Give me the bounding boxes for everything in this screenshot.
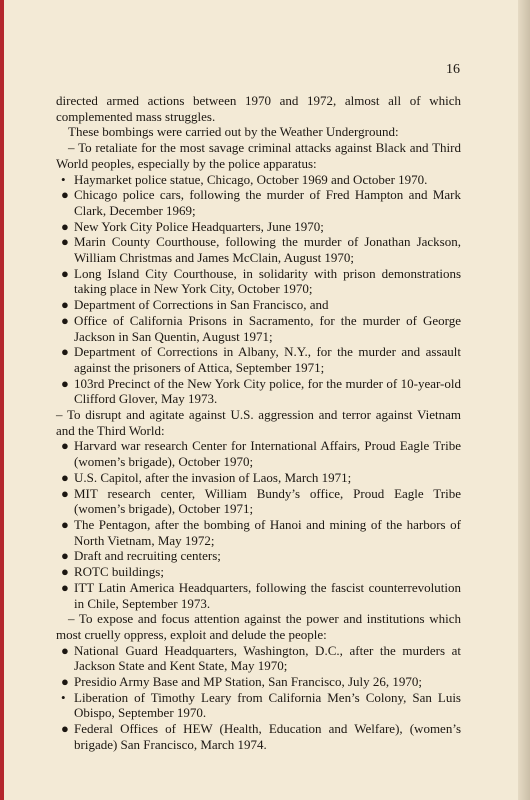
list-item-text: Department of Corrections in Albany, N.Y., for the murder and assault against the prisoners of Attica, September 1971; [74, 344, 461, 375]
list-item-text: ROTC buildings; [74, 564, 164, 580]
bullet-icon: • [61, 171, 66, 187]
list-item [56, 580, 461, 611]
list-item-text: Harvard war research Center for International Affairs, Proud Eagle Tribe (women’s brigade), October 1970; [74, 438, 461, 470]
list-item [56, 690, 461, 721]
list-item [56, 344, 461, 375]
bullet-icon: ● [61, 312, 69, 328]
list-item [56, 219, 461, 235]
list-item-text: New York City Police Headquarters, June 1970; [74, 218, 324, 234]
list-item [56, 172, 461, 188]
page-gutter [518, 0, 530, 800]
list-item-text: Office of California Prisons in Sacramento, for the murder of George Jackson in San Quentin, August 1971; [74, 312, 461, 344]
list-item-text: Chicago police cars, following the murder of Fred Hampton and Mark Clark, December 1969; [74, 187, 461, 218]
list-item [56, 674, 461, 690]
list-item-text: ITT Latin America Headquarters, following the fascist counterrevolution in Chile, September 1973. [74, 579, 461, 611]
bullet-icon: ● [61, 438, 69, 454]
bullet-icon: ● [61, 721, 69, 737]
section-heading: – To disrupt and agitate against U.S. aggression and terror against Vietnam and the Third World: [56, 407, 461, 438]
list-item-text: Draft and recruiting centers; [74, 548, 221, 564]
list-item [56, 376, 461, 407]
page-number: 16 [446, 62, 460, 77]
intro-paragraph: These bombings were carried out by the Weather Underground: [68, 124, 399, 140]
bombing-list [56, 438, 461, 611]
list-item [56, 266, 461, 297]
bullet-icon: • [61, 689, 66, 705]
bullet-icon: ● [61, 485, 69, 501]
bullet-icon: ● [61, 564, 69, 580]
list-item-text: Marin County Courthouse, following the murder of Jonathan Jackson, William Christmas and James McClain, August 1970; [74, 234, 461, 266]
bullet-icon: ● [61, 579, 69, 595]
bullet-icon: ● [61, 187, 69, 203]
bullet-icon: ● [61, 516, 69, 532]
list-item [56, 234, 461, 265]
list-item-text: Liberation of Timothy Leary from California Men’s Colony, San Luis Obispo, September 1970. [74, 689, 461, 721]
section-heading: – To retaliate for the most savage criminal attacks against Black and Third World peoples, especially by the police apparatus: [56, 140, 461, 171]
bullet-icon: ● [61, 375, 69, 391]
list-item-text: MIT research center, William Bundy’s office, Proud Eagle Tribe (women’s brigade), October 1971; [74, 485, 461, 517]
list-item-text: National Guard Headquarters, Washington, D.C., after the murders at Jackson State and Kent State, May 1970; [74, 642, 461, 674]
bullet-icon: ● [61, 265, 69, 281]
bombing-list [56, 643, 461, 753]
list-item [56, 548, 461, 564]
list-item [56, 470, 461, 486]
opening-paragraph: directed armed actions between 1970 and 1972, almost all of which complemented mass struggles. [56, 93, 461, 124]
list-item-text: Federal Offices of HEW (Health, Education and Welfare), (women’s brigade) San Francisco, March 1974. [74, 721, 461, 752]
list-item [56, 643, 461, 674]
list-item-text: Haymarket police statue, Chicago, October 1969 and October 1970. [74, 171, 428, 187]
list-item [56, 187, 461, 218]
list-item [56, 721, 461, 752]
bombing-list [56, 172, 461, 408]
bullet-icon: ● [61, 297, 69, 313]
list-item-text: Presidio Army Base and MP Station, San Francisco, July 26, 1970; [74, 674, 422, 690]
list-item-text: Long Island City Courthouse, in solidarity with prison demonstrations taking place in New York City, October 1970; [74, 265, 461, 297]
page-edge [0, 0, 4, 800]
section-heading: – To expose and focus attention against the power and institutions which most cruelly oppress, exploit and delude the people: [56, 611, 461, 642]
list-item [56, 486, 461, 517]
bullet-icon: ● [61, 548, 69, 564]
list-item [56, 313, 461, 344]
bullet-icon: ● [61, 642, 69, 658]
list-item [56, 564, 461, 580]
list-item-text: U.S. Capitol, after the invasion of Laos, March 1971; [74, 469, 352, 485]
bullet-icon: ● [61, 218, 69, 234]
bullet-icon: ● [61, 234, 69, 250]
list-item [56, 438, 461, 469]
page-body [56, 93, 461, 753]
bullet-icon: ● [61, 469, 69, 485]
list-item-text: The Pentagon, after the bombing of Hanoi and mining of the harbors of North Vietnam, May 1972; [74, 516, 461, 548]
list-item-text: Department of Corrections in San Francisco, and [74, 297, 329, 313]
list-item [56, 517, 461, 548]
bullet-icon: ● [61, 344, 69, 360]
bullet-icon: ● [61, 674, 69, 690]
list-item-text: 103rd Precinct of the New York City police, for the murder of 10-year-old Clifford Glover, May 1973. [74, 375, 461, 407]
list-item [56, 297, 461, 313]
